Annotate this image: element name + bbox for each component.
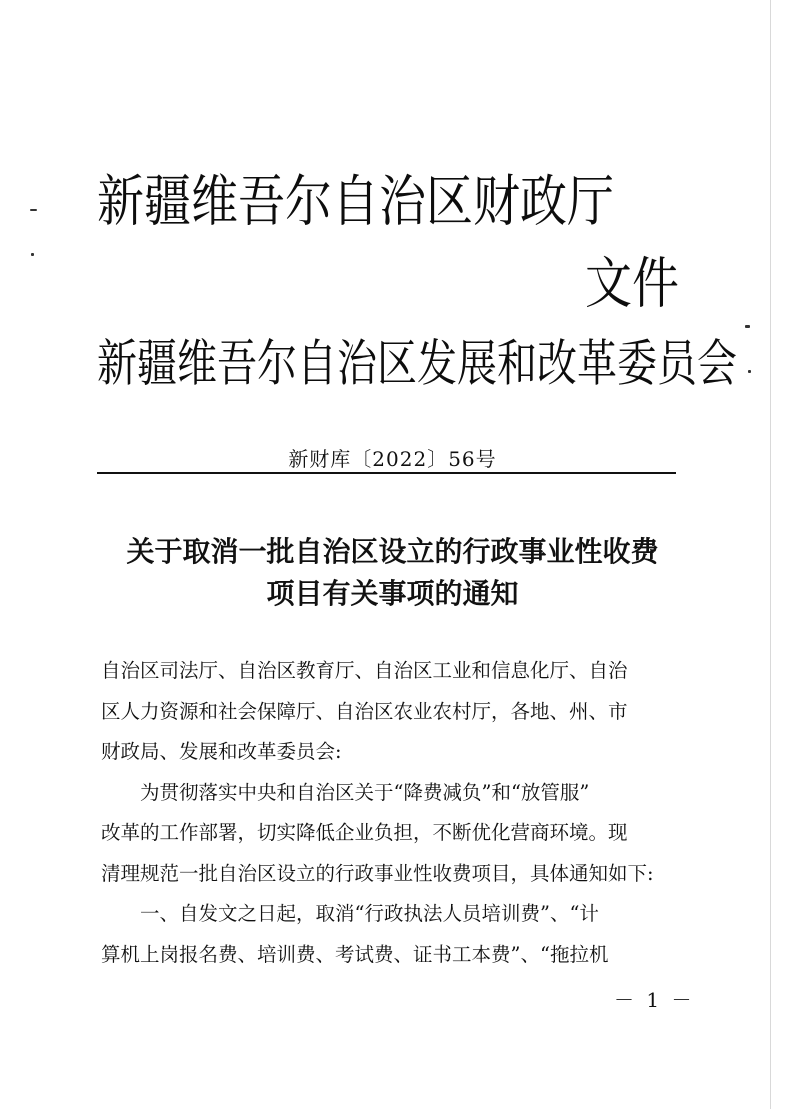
text-line: 清理规范一批自治区设立的行政事业性收费项目，具体通知如下: [101, 861, 654, 885]
document-title-line-1: 关于取消一批自治区设立的行政事业性收费 [126, 535, 659, 568]
text-line: 一、自发文之日起，取消“行政执法人员培训费”、“计 [140, 902, 599, 925]
text-line: 算机上岗报名费、培训费、考试费、证书工本费”、“拖拉机 [101, 942, 609, 966]
text-line: 区人力资源和社会保障厅、自治区农业农村厅，各地、州、市 [101, 699, 628, 723]
document-number: 新财库〔2022〕56号 [288, 447, 497, 471]
header-divider [97, 472, 676, 474]
text-line: 改革的工作部署，切实降低企业负担，不断优化营商环境。现 [101, 821, 628, 844]
text-line: 自治区司法厅、自治区教育厅、自治区工业和信息化厅、自治 [101, 659, 628, 682]
paragraph-intro [101, 773, 681, 895]
text-line: 财政局、发展和改革委员会: [101, 740, 342, 763]
page-number: － 1 － [614, 988, 695, 1012]
paragraph-item-1 [101, 894, 681, 975]
document-title-line-2: 项目有关事项的通知 [266, 577, 519, 610]
scan-speck [745, 325, 750, 328]
document-body [101, 651, 681, 975]
file-label: 文件 [585, 251, 679, 317]
scan-speck [31, 253, 34, 256]
issuing-org-finance: 新疆维吾尔自治区财政厅 [97, 169, 614, 235]
scan-speck [748, 370, 751, 373]
scan-speck [30, 209, 37, 211]
issuing-org-development: 新疆维吾尔自治区发展和改革委员会 [97, 335, 737, 393]
recipients [101, 651, 681, 773]
text-line: 为贯彻落实中央和自治区关于“降费减负”和“放管服” [140, 780, 590, 804]
